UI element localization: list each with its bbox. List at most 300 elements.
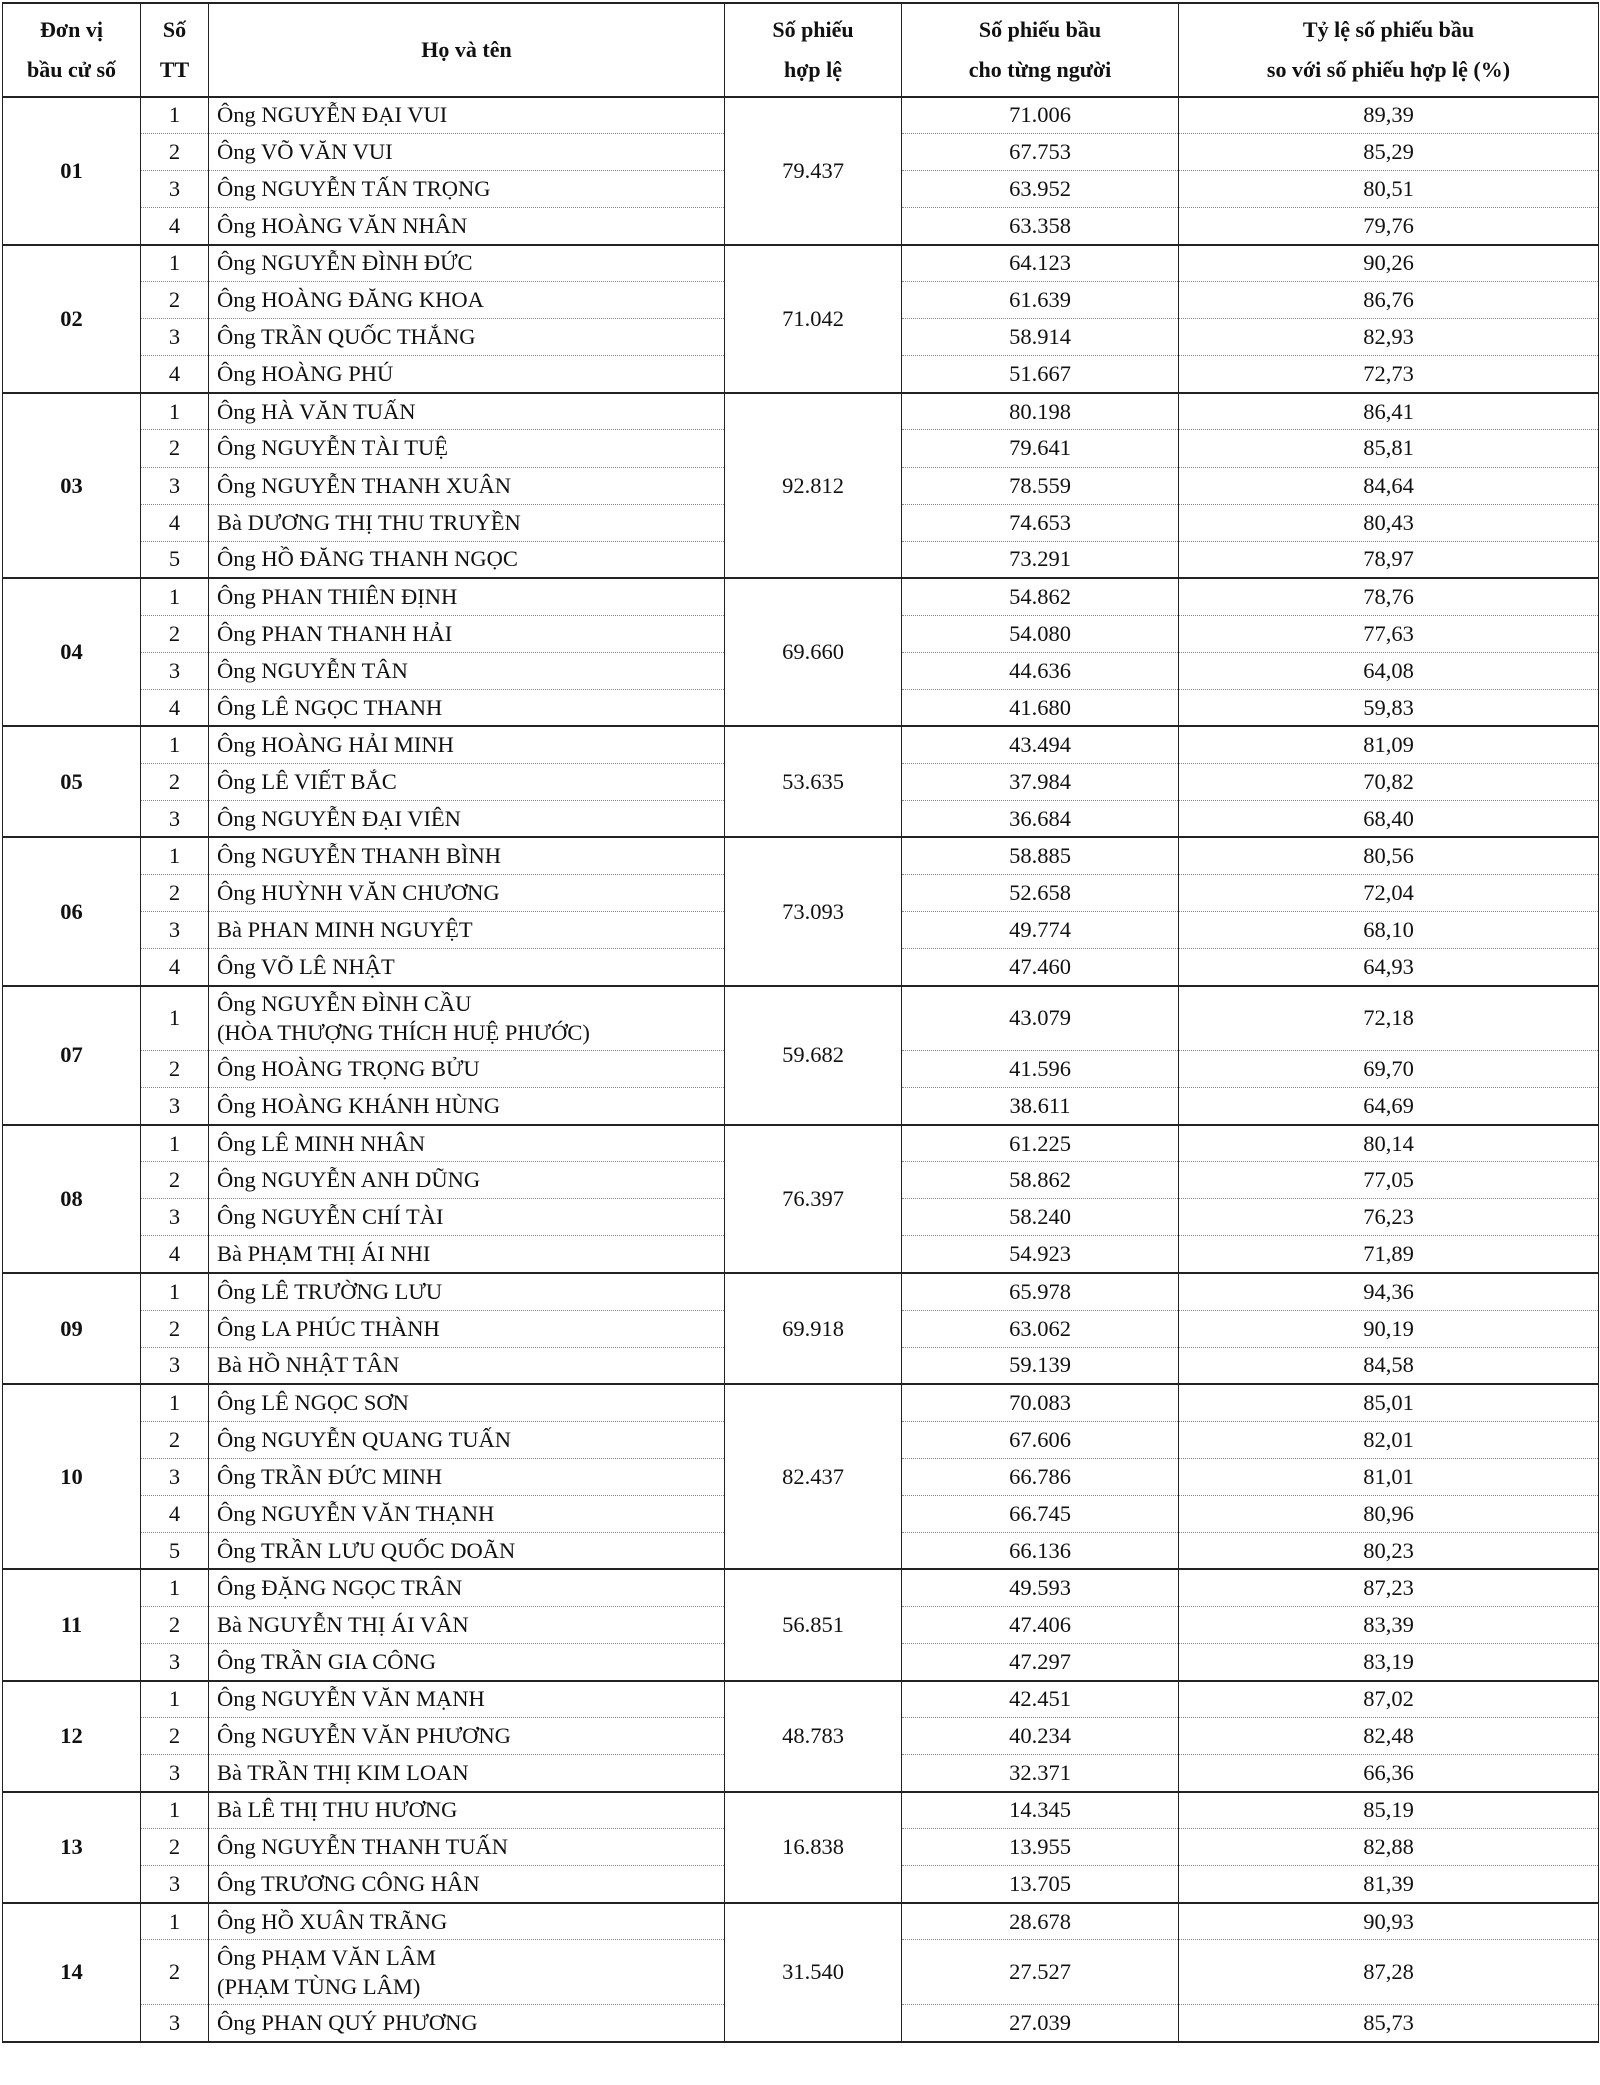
candidate-percentage: 89,39 [1179, 97, 1599, 134]
unit-number: 08 [3, 1125, 141, 1273]
candidate-percentage: 81,09 [1179, 726, 1599, 763]
candidate-name-line: Ông NGUYỄN VĂN THẠNH [217, 1500, 495, 1526]
candidate-votes: 67.606 [902, 1421, 1179, 1458]
candidate-stt: 2 [141, 1051, 209, 1088]
election-results-table [2, 2, 1599, 2043]
candidate-votes: 51.667 [902, 356, 1179, 393]
candidate-stt: 2 [141, 1310, 209, 1347]
candidate-percentage: 59,83 [1179, 689, 1599, 726]
candidate-percentage: 87,28 [1179, 1940, 1599, 2005]
candidate-name-line: Bà TRẦN THỊ KIM LOAN [217, 1759, 469, 1785]
valid-ballots: 92.812 [725, 393, 902, 578]
candidate-name [209, 1532, 725, 1569]
candidate-name-line: Bà HỒ NHẬT TÂN [217, 1352, 400, 1378]
candidate-name [209, 1866, 725, 1903]
candidate-name [209, 726, 725, 763]
candidate-votes: 27.039 [902, 2005, 1179, 2042]
candidate-percentage: 77,63 [1179, 615, 1599, 652]
candidate-stt: 1 [141, 1273, 209, 1310]
header-valid: Số phiếu hợp lệ [725, 3, 902, 97]
candidate-name-line: Ông LÊ MINH NHÂN [217, 1130, 426, 1156]
unit-number: 01 [3, 97, 141, 245]
candidate-votes: 61.225 [902, 1125, 1179, 1162]
valid-ballots: 73.093 [725, 837, 902, 985]
table-row [3, 1125, 1599, 1162]
candidate-stt: 5 [141, 541, 209, 578]
candidate-percentage: 80,51 [1179, 171, 1599, 208]
candidate-stt: 5 [141, 1532, 209, 1569]
candidate-votes: 13.705 [902, 1866, 1179, 1903]
candidate-name-line: Bà DƯƠNG THỊ THU TRUYỀN [217, 509, 521, 535]
candidate-stt: 3 [141, 800, 209, 837]
candidate-votes: 36.684 [902, 800, 1179, 837]
candidate-votes: 47.460 [902, 949, 1179, 986]
candidate-stt: 3 [141, 1458, 209, 1495]
candidate-stt: 3 [141, 652, 209, 689]
candidate-votes: 43.494 [902, 726, 1179, 763]
candidate-percentage: 82,88 [1179, 1829, 1599, 1866]
candidate-percentage: 85,81 [1179, 430, 1599, 467]
candidate-stt: 4 [141, 356, 209, 393]
candidate-name-line: Ông NGUYỄN THANH XUÂN [217, 472, 511, 498]
candidate-percentage: 85,19 [1179, 1792, 1599, 1829]
candidate-name [209, 245, 725, 282]
candidate-name [209, 1125, 725, 1162]
candidate-name [209, 1606, 725, 1643]
candidate-stt: 4 [141, 949, 209, 986]
candidate-stt: 4 [141, 1236, 209, 1273]
candidate-percentage: 64,69 [1179, 1088, 1599, 1125]
candidate-name [209, 800, 725, 837]
candidate-votes: 43.079 [902, 986, 1179, 1051]
candidate-name-line: Ông NGUYỄN TẤN TRỌNG [217, 176, 491, 202]
candidate-name-line: Ông HUỲNH VĂN CHƯƠNG [217, 880, 500, 906]
candidate-votes: 58.862 [902, 1162, 1179, 1199]
candidate-name [209, 763, 725, 800]
candidate-name-line: Ông NGUYỄN CHÍ TÀI [217, 1204, 444, 1230]
candidate-percentage: 78,76 [1179, 578, 1599, 615]
candidate-percentage: 80,14 [1179, 1125, 1599, 1162]
candidate-percentage: 72,04 [1179, 875, 1599, 912]
candidate-name-line: Ông NGUYỄN THANH TUẤN [217, 1834, 509, 1860]
candidate-stt: 3 [141, 1199, 209, 1236]
candidate-percentage: 81,39 [1179, 1866, 1599, 1903]
candidate-name-line: Ông ĐẶNG NGỌC TRÂN [217, 1575, 463, 1601]
valid-ballots: 69.660 [725, 578, 902, 726]
candidate-name [209, 1755, 725, 1792]
candidate-votes: 41.680 [902, 689, 1179, 726]
candidate-name-line: Bà LÊ THỊ THU HƯƠNG [217, 1797, 458, 1823]
candidate-votes: 58.885 [902, 837, 1179, 874]
candidate-name [209, 467, 725, 504]
candidate-stt: 2 [141, 1829, 209, 1866]
candidate-percentage: 84,58 [1179, 1347, 1599, 1384]
candidate-votes: 70.083 [902, 1384, 1179, 1421]
candidate-name-line: Ông NGUYỄN THANH BÌNH [217, 843, 501, 869]
candidate-stt: 1 [141, 97, 209, 134]
candidate-stt: 1 [141, 1681, 209, 1718]
candidate-percentage: 66,36 [1179, 1755, 1599, 1792]
candidate-votes: 47.406 [902, 1606, 1179, 1643]
candidate-stt: 1 [141, 1792, 209, 1829]
candidate-name [209, 1421, 725, 1458]
candidate-name-line: Ông HOÀNG TRỌNG BỬU [217, 1056, 480, 1082]
header-stt: Số TT [141, 3, 209, 97]
candidate-stt: 1 [141, 837, 209, 874]
candidate-stt: 2 [141, 134, 209, 171]
unit-number: 09 [3, 1273, 141, 1384]
candidate-name [209, 1384, 725, 1421]
table-row [3, 245, 1599, 282]
candidate-name [209, 208, 725, 245]
candidate-percentage: 90,19 [1179, 1310, 1599, 1347]
header-unit: Đơn vị bầu cử số [3, 3, 141, 97]
candidate-percentage: 87,02 [1179, 1681, 1599, 1718]
candidate-votes: 54.080 [902, 615, 1179, 652]
candidate-stt: 1 [141, 986, 209, 1051]
candidate-name-line: Bà NGUYỄN THỊ ÁI VÂN [217, 1611, 469, 1637]
valid-ballots: 31.540 [725, 1903, 902, 2042]
candidate-name [209, 1273, 725, 1310]
candidate-name [209, 356, 725, 393]
candidate-name [209, 689, 725, 726]
unit-number: 07 [3, 986, 141, 1125]
candidate-stt: 2 [141, 1421, 209, 1458]
candidate-name [209, 1199, 725, 1236]
candidate-stt: 4 [141, 689, 209, 726]
table-row [3, 1903, 1599, 1940]
candidate-votes: 74.653 [902, 504, 1179, 541]
table-row [3, 393, 1599, 430]
candidate-name [209, 97, 725, 134]
candidate-name-line: Bà PHAN MINH NGUYỆT [217, 917, 473, 943]
candidate-name-line: Ông PHAN THANH HẢI [217, 620, 453, 646]
candidate-name [209, 652, 725, 689]
candidate-name-line: Ông TRẦN GIA CÔNG [217, 1648, 436, 1674]
candidate-name-line: Ông HOÀNG ĐĂNG KHOA [217, 287, 484, 313]
candidate-votes: 47.297 [902, 1643, 1179, 1680]
candidate-name [209, 1681, 725, 1718]
unit-number: 10 [3, 1384, 141, 1569]
valid-ballots: 76.397 [725, 1125, 902, 1273]
header-votes: Số phiếu bầu cho từng người [902, 3, 1179, 97]
candidate-name [209, 541, 725, 578]
valid-ballots: 82.437 [725, 1384, 902, 1569]
candidate-votes: 27.527 [902, 1940, 1179, 2005]
candidate-percentage: 78,97 [1179, 541, 1599, 578]
candidate-name [209, 1162, 725, 1199]
header-row [3, 3, 1599, 97]
candidate-stt: 3 [141, 1088, 209, 1125]
candidate-name [209, 1903, 725, 1940]
candidate-votes: 63.358 [902, 208, 1179, 245]
candidate-stt: 3 [141, 1866, 209, 1903]
header-name: Họ và tên [209, 3, 725, 97]
candidate-percentage: 80,56 [1179, 837, 1599, 874]
candidate-name [209, 504, 725, 541]
candidate-stt: 2 [141, 1940, 209, 2005]
candidate-percentage: 69,70 [1179, 1051, 1599, 1088]
candidate-name-line: Ông VÕ LÊ NHẬT [217, 953, 395, 979]
unit-number: 05 [3, 726, 141, 837]
candidate-name-line: Ông LA PHÚC THÀNH [217, 1315, 440, 1341]
candidate-percentage: 90,26 [1179, 245, 1599, 282]
candidate-votes: 66.745 [902, 1495, 1179, 1532]
candidate-stt: 1 [141, 1384, 209, 1421]
candidate-stt: 4 [141, 208, 209, 245]
candidate-name [209, 319, 725, 356]
candidate-name [209, 1495, 725, 1532]
candidate-name [209, 430, 725, 467]
candidate-name [209, 1940, 725, 2005]
candidate-votes: 66.136 [902, 1532, 1179, 1569]
candidate-name-line: Ông HỒ XUÂN TRÃNG [217, 1908, 448, 1934]
candidate-votes: 54.923 [902, 1236, 1179, 1273]
candidate-name-line: Ông TRẦN QUỐC THẮNG [217, 324, 476, 350]
candidate-name-line: Ông HÀ VĂN TUẤN [217, 398, 416, 424]
candidate-votes: 49.774 [902, 912, 1179, 949]
candidate-name-line: Ông PHAN QUÝ PHƯƠNG [217, 2010, 478, 2036]
candidate-votes: 54.862 [902, 578, 1179, 615]
table-row [3, 726, 1599, 763]
candidate-name-line: Ông HOÀNG HẢI MINH [217, 732, 454, 758]
candidate-alias-line: (HÒA THƯỢNG THÍCH HUỆ PHƯỚC) [217, 1020, 590, 1046]
valid-ballots: 53.635 [725, 726, 902, 837]
unit-number: 12 [3, 1681, 141, 1792]
candidate-name [209, 837, 725, 874]
candidate-name [209, 1792, 725, 1829]
valid-ballots: 48.783 [725, 1681, 902, 1792]
candidate-name-line: Ông TRẦN LƯU QUỐC DOÃN [217, 1537, 516, 1563]
candidate-percentage: 79,76 [1179, 208, 1599, 245]
header-pct: Tỷ lệ số phiếu bầu so với số phiếu hợp lệ (%) [1179, 3, 1599, 97]
candidate-name [209, 986, 725, 1051]
candidate-percentage: 81,01 [1179, 1458, 1599, 1495]
candidate-stt: 2 [141, 1606, 209, 1643]
candidate-votes: 14.345 [902, 1792, 1179, 1829]
candidate-name-line: Ông NGUYỄN VĂN MẠNH [217, 1686, 485, 1712]
candidate-name [209, 1569, 725, 1606]
candidate-stt: 3 [141, 1755, 209, 1792]
candidate-votes: 52.658 [902, 875, 1179, 912]
valid-ballots: 79.437 [725, 97, 902, 245]
candidate-stt: 2 [141, 763, 209, 800]
candidate-votes: 37.984 [902, 763, 1179, 800]
unit-number: 13 [3, 1792, 141, 1903]
unit-number: 04 [3, 578, 141, 726]
table-row [3, 578, 1599, 615]
candidate-stt: 2 [141, 615, 209, 652]
candidate-percentage: 82,48 [1179, 1718, 1599, 1755]
candidate-stt: 1 [141, 1569, 209, 1606]
candidate-stt: 2 [141, 1162, 209, 1199]
candidate-name-line: Ông LÊ TRƯỜNG LƯU [217, 1278, 443, 1304]
candidate-percentage: 64,08 [1179, 652, 1599, 689]
candidate-name-line: Ông NGUYỄN ĐẠI VIÊN [217, 805, 461, 831]
candidate-name [209, 1310, 725, 1347]
candidate-name [209, 1458, 725, 1495]
candidate-percentage: 82,93 [1179, 319, 1599, 356]
candidate-votes: 42.451 [902, 1681, 1179, 1718]
candidate-name-line: Ông TRƯƠNG CÔNG HÂN [217, 1871, 480, 1897]
candidate-name-line: Ông LÊ NGỌC SƠN [217, 1389, 409, 1415]
candidate-votes: 78.559 [902, 467, 1179, 504]
unit-number: 06 [3, 837, 141, 985]
table-row [3, 1273, 1599, 1310]
candidate-stt: 3 [141, 912, 209, 949]
candidate-name-line: Ông LÊ NGỌC THANH [217, 694, 443, 720]
candidate-votes: 66.786 [902, 1458, 1179, 1495]
candidate-percentage: 90,93 [1179, 1903, 1599, 1940]
candidate-stt: 4 [141, 504, 209, 541]
table-row [3, 1681, 1599, 1718]
table-row [3, 1569, 1599, 1606]
table-row [3, 986, 1599, 1051]
candidate-name-line: Ông PHAN THIÊN ĐỊNH [217, 583, 458, 609]
candidate-name [209, 615, 725, 652]
candidate-percentage: 86,76 [1179, 282, 1599, 319]
candidate-name [209, 1718, 725, 1755]
candidate-votes: 63.952 [902, 171, 1179, 208]
unit-number: 11 [3, 1569, 141, 1680]
candidate-votes: 49.593 [902, 1569, 1179, 1606]
candidate-name-line: Ông HOÀNG KHÁNH HÙNG [217, 1093, 501, 1119]
candidate-stt: 1 [141, 1125, 209, 1162]
candidate-votes: 28.678 [902, 1903, 1179, 1940]
candidate-name [209, 949, 725, 986]
unit-number: 14 [3, 1903, 141, 2042]
candidate-stt: 2 [141, 875, 209, 912]
candidate-name [209, 1643, 725, 1680]
candidate-stt: 1 [141, 578, 209, 615]
candidate-name-line: Ông NGUYỄN TÀI TUỆ [217, 435, 449, 461]
candidate-stt: 3 [141, 1347, 209, 1384]
candidate-stt: 2 [141, 282, 209, 319]
candidate-alias-line: (PHẠM TÙNG LÂM) [217, 1974, 421, 2000]
candidate-name [209, 875, 725, 912]
candidate-votes: 41.596 [902, 1051, 1179, 1088]
candidate-votes: 38.611 [902, 1088, 1179, 1125]
candidate-votes: 59.139 [902, 1347, 1179, 1384]
candidate-name-line: Ông VÕ VĂN VUI [217, 139, 393, 165]
candidate-stt: 1 [141, 1903, 209, 1940]
candidate-percentage: 70,82 [1179, 763, 1599, 800]
candidate-stt: 1 [141, 393, 209, 430]
candidate-percentage: 94,36 [1179, 1273, 1599, 1310]
candidate-name-line: Ông LÊ VIẾT BẮC [217, 768, 397, 794]
valid-ballots: 56.851 [725, 1569, 902, 1680]
candidate-percentage: 77,05 [1179, 1162, 1599, 1199]
candidate-name [209, 393, 725, 430]
candidate-votes: 32.371 [902, 1755, 1179, 1792]
candidate-name-line: Ông HOÀNG PHÚ [217, 361, 394, 387]
candidate-votes: 13.955 [902, 1829, 1179, 1866]
candidate-name-line: Ông NGUYỄN ĐÌNH ĐỨC [217, 250, 473, 276]
candidate-name-line: Ông HOÀNG VĂN NHÂN [217, 212, 468, 238]
candidate-stt: 2 [141, 1718, 209, 1755]
table-row [3, 1384, 1599, 1421]
table-body [3, 3, 1599, 2042]
candidate-name-line: Ông NGUYỄN QUANG TUẤN [217, 1426, 511, 1452]
candidate-name [209, 282, 725, 319]
candidate-name [209, 2005, 725, 2042]
candidate-name-line: Ông NGUYỄN VĂN PHƯƠNG [217, 1723, 511, 1749]
candidate-votes: 64.123 [902, 245, 1179, 282]
candidate-percentage: 68,40 [1179, 800, 1599, 837]
candidate-percentage: 86,41 [1179, 393, 1599, 430]
table-row [3, 837, 1599, 874]
candidate-percentage: 72,73 [1179, 356, 1599, 393]
candidate-percentage: 64,93 [1179, 949, 1599, 986]
candidate-name [209, 1236, 725, 1273]
candidate-percentage: 85,29 [1179, 134, 1599, 171]
candidate-votes: 73.291 [902, 541, 1179, 578]
candidate-stt: 3 [141, 171, 209, 208]
candidate-percentage: 87,23 [1179, 1569, 1599, 1606]
candidate-stt: 3 [141, 2005, 209, 2042]
candidate-votes: 80.198 [902, 393, 1179, 430]
candidate-stt: 3 [141, 319, 209, 356]
candidate-votes: 61.639 [902, 282, 1179, 319]
candidate-votes: 44.636 [902, 652, 1179, 689]
candidate-stt: 1 [141, 245, 209, 282]
table-row [3, 1792, 1599, 1829]
candidate-name [209, 1088, 725, 1125]
candidate-votes: 67.753 [902, 134, 1179, 171]
candidate-percentage: 85,01 [1179, 1384, 1599, 1421]
candidate-name-line: Ông TRẦN ĐỨC MINH [217, 1463, 443, 1489]
candidate-percentage: 84,64 [1179, 467, 1599, 504]
candidate-stt: 4 [141, 1495, 209, 1532]
candidate-percentage: 76,23 [1179, 1199, 1599, 1236]
valid-ballots: 69.918 [725, 1273, 902, 1384]
valid-ballots: 59.682 [725, 986, 902, 1125]
candidate-name-line: Ông PHẠM VĂN LÂM [217, 1945, 436, 1971]
candidate-percentage: 68,10 [1179, 912, 1599, 949]
candidate-name-line: Ông NGUYỄN ĐẠI VUI [217, 102, 448, 128]
candidate-percentage: 83,39 [1179, 1606, 1599, 1643]
valid-ballots: 71.042 [725, 245, 902, 393]
candidate-name [209, 578, 725, 615]
candidate-percentage: 82,01 [1179, 1421, 1599, 1458]
candidate-name-line: Ông NGUYỄN ANH DŨNG [217, 1167, 481, 1193]
candidate-percentage: 71,89 [1179, 1236, 1599, 1273]
candidate-stt: 1 [141, 726, 209, 763]
candidate-stt: 3 [141, 1643, 209, 1680]
valid-ballots: 16.838 [725, 1792, 902, 1903]
candidate-name [209, 912, 725, 949]
candidate-name [209, 171, 725, 208]
candidate-name [209, 1829, 725, 1866]
candidate-votes: 71.006 [902, 97, 1179, 134]
table-row [3, 97, 1599, 134]
candidate-votes: 63.062 [902, 1310, 1179, 1347]
candidate-percentage: 80,23 [1179, 1532, 1599, 1569]
candidate-name [209, 1347, 725, 1384]
candidate-stt: 3 [141, 467, 209, 504]
unit-number: 03 [3, 393, 141, 578]
candidate-percentage: 83,19 [1179, 1643, 1599, 1680]
candidate-percentage: 80,43 [1179, 504, 1599, 541]
candidate-votes: 65.978 [902, 1273, 1179, 1310]
candidate-votes: 58.240 [902, 1199, 1179, 1236]
candidate-name [209, 134, 725, 171]
candidate-name-line: Ông NGUYỄN ĐÌNH CẦU [217, 991, 472, 1017]
candidate-name-line: Bà PHẠM THỊ ÁI NHI [217, 1241, 431, 1267]
candidate-name-line: Ông HỒ ĐĂNG THANH NGỌC [217, 546, 518, 572]
candidate-votes: 58.914 [902, 319, 1179, 356]
unit-number: 02 [3, 245, 141, 393]
